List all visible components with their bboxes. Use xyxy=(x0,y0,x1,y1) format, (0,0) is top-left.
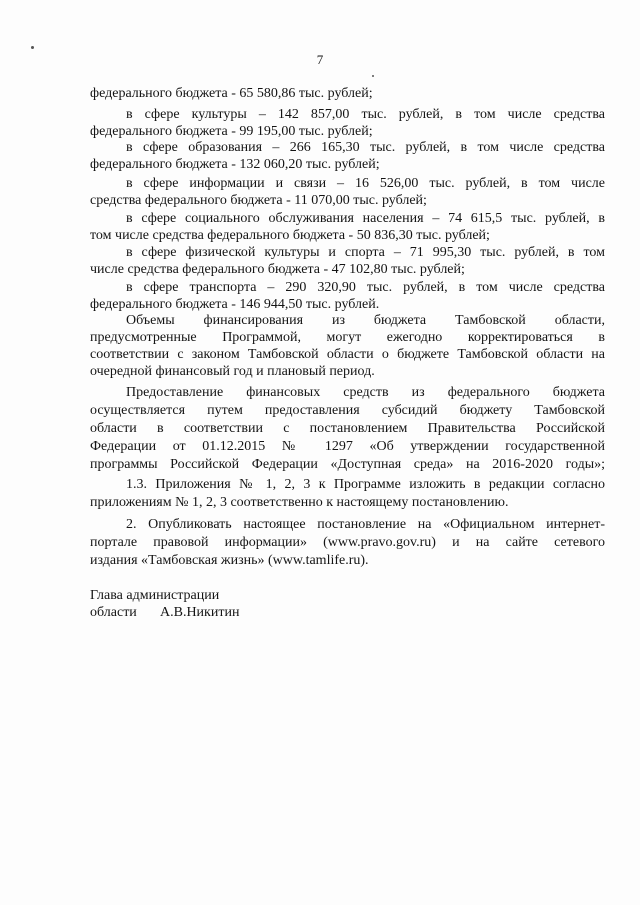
text-line: в сфере образования – 266 165,30 тыс. рублей, в том числе средства xyxy=(126,140,605,155)
text-line: в сфере транспорта – 290 320,90 тыс. рублей, в том числе средства xyxy=(126,280,605,295)
text-line: Предоставление финансовых средств из федерального бюджета xyxy=(126,385,605,400)
text-line: том числе средства федерального бюджета - 50 836,30 тыс. рублей; xyxy=(90,228,490,243)
text-line: очередной финансовый год и плановый период. xyxy=(90,364,375,379)
text-line: федерального бюджета - 65 580,86 тыс. рублей; xyxy=(90,86,373,101)
text-line: области в соответствии с постановлением Правительства Российской xyxy=(90,421,605,436)
text-line: Федерации от 01.12.2015 № 1297 «Об утверждении государственной xyxy=(90,439,605,454)
text-line: в сфере физической культуры и спорта – 71 995,30 тыс. рублей, в том xyxy=(126,245,605,260)
text-line: 2. Опубликовать настоящее постановление на «Официальном интернет- xyxy=(126,517,605,532)
text-line: осуществляется путем предоставления субсидий бюджету Тамбовской xyxy=(90,403,605,418)
text-line: федерального бюджета - 132 060,20 тыс. рублей; xyxy=(90,157,380,172)
text-line: издания «Тамбовская жизнь» (www.tamlife.ru). xyxy=(90,553,369,568)
signature-name: А.В.Никитин xyxy=(160,605,240,620)
text-line: средства федерального бюджета - 11 070,00 тыс. рублей; xyxy=(90,193,427,208)
text-line: программы Российской Федерации «Доступная среда» на 2016-2020 годы»; xyxy=(90,457,605,472)
text-line: в сфере культуры – 142 857,00 тыс. рублей, в том числе средства xyxy=(126,107,605,122)
text-line: в сфере информации и связи – 16 526,00 тыс. рублей, в том числе xyxy=(126,176,605,191)
text-line: в сфере социального обслуживания населения – 74 615,5 тыс. рублей, в xyxy=(126,211,605,226)
text-line: портале правовой информации» (www.pravo.gov.ru) и на сайте сетевого xyxy=(90,535,605,550)
scan-speck xyxy=(31,46,34,49)
text-line: Объемы финансирования из бюджета Тамбовской области, xyxy=(126,313,605,328)
signature-title: Глава администрации xyxy=(90,588,220,603)
text-line: 1.3. Приложения № 1, 2, 3 к Программе изложить в редакции согласно xyxy=(126,477,605,492)
text-line: приложениям № 1, 2, 3 соответственно к настоящему постановлению. xyxy=(90,495,509,510)
text-line: федерального бюджета - 99 195,00 тыс. рублей; xyxy=(90,124,373,139)
signature-region: области xyxy=(90,605,137,620)
text-line: федерального бюджета - 146 944,50 тыс. рублей. xyxy=(90,297,380,312)
text-line: предусмотренные Программой, могут ежегодно корректироваться в xyxy=(90,330,605,345)
text-line: числе средства федерального бюджета - 47 102,80 тыс. рублей; xyxy=(90,262,465,277)
text-line: соответствии с законом Тамбовской области о бюджете Тамбовской области на xyxy=(90,347,605,362)
scan-speck xyxy=(372,75,374,77)
page-number: 7 xyxy=(316,52,324,67)
